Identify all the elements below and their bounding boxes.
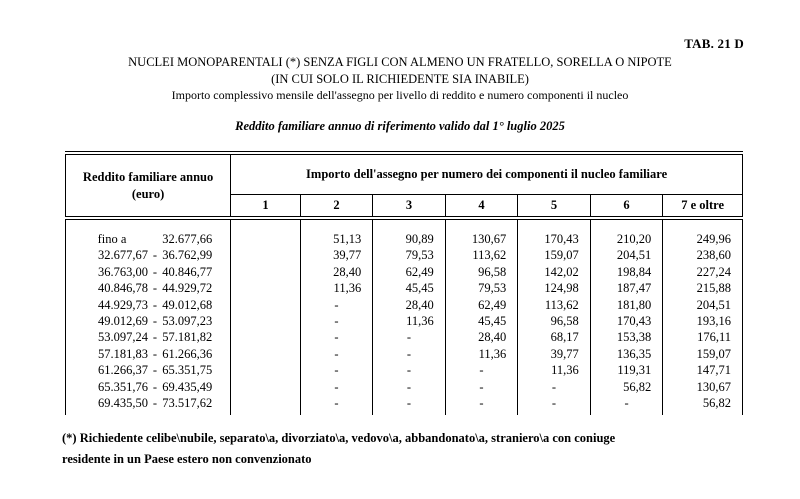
- footnote-line-2: residente in un Paese estero non convenzionato: [62, 451, 312, 466]
- table-row: [66, 218, 743, 247]
- amount-cell: 210,20: [590, 218, 663, 247]
- amount-cell: 56,82: [590, 379, 663, 395]
- range-lower-bound: 32.677,67: [98, 248, 148, 263]
- amount-cell: -: [300, 346, 373, 362]
- range-separator: -: [152, 379, 158, 394]
- component-header-7plus: 7 e oltre: [663, 194, 743, 218]
- amount-cell: 181,80: [590, 297, 663, 313]
- title-line-3: Importo complessivo mensile dell'assegno per livello di reddito e numero componenti il nucleo: [171, 88, 629, 102]
- income-range: [66, 346, 230, 362]
- range-lower-bound: 61.266,37: [98, 363, 148, 378]
- range-separator: -: [152, 297, 158, 312]
- amount-cell: -: [300, 395, 373, 415]
- amount-span-header: Importo dell'assegno per numero dei componenti il nucleo familiare: [231, 153, 743, 194]
- range-lower-bound: 44.929,73: [98, 297, 148, 312]
- component-header-3: 3: [373, 194, 446, 218]
- amount-cell: 142,02: [518, 264, 591, 280]
- allowance-table-wrap: [65, 151, 743, 415]
- component-header-1: 1: [231, 194, 301, 218]
- amount-cell: 204,51: [590, 247, 663, 263]
- income-range-cell: [66, 395, 231, 415]
- income-range: [66, 313, 230, 329]
- amount-cell: 238,60: [663, 247, 743, 263]
- amount-cell: [231, 362, 301, 378]
- amount-cell: 113,62: [445, 247, 518, 263]
- range-lower-bound: 53.097,24: [98, 330, 148, 345]
- amount-cell: -: [300, 297, 373, 313]
- income-range: [66, 297, 230, 313]
- income-range: [66, 280, 230, 296]
- income-range: [66, 264, 230, 280]
- range-upper-bound: 40.846,77: [162, 264, 213, 279]
- range-upper-bound: 57.181,82: [162, 330, 213, 345]
- income-range-cell: [66, 280, 231, 296]
- range-lower-bound: fino a: [97, 232, 127, 246]
- title-line-2: (IN CUI SOLO IL RICHIEDENTE SIA INABILE): [271, 71, 529, 86]
- footnote-line-1: (*) Richiedente celibe\nubile, separato\a, divorziato\a, vedovo\a, abbandonato\a, straniero\a con coniuge: [62, 431, 616, 445]
- income-header-line-1: Reddito familiare annuo: [82, 169, 214, 184]
- amount-cell: 28,40: [300, 264, 373, 280]
- amount-cell: 170,43: [518, 218, 591, 247]
- range-separator: -: [152, 363, 158, 378]
- income-range-cell: [66, 218, 231, 247]
- range-separator: -: [152, 264, 158, 279]
- amount-cell: -: [300, 362, 373, 378]
- amount-cell: [231, 218, 301, 247]
- table-row: [66, 247, 743, 263]
- range-upper-bound: 73.517,62: [162, 396, 213, 411]
- table-row: [66, 297, 743, 313]
- amount-cell: 187,47: [590, 280, 663, 296]
- amount-cell: 193,16: [663, 313, 743, 329]
- range-lower-bound: 40.846,78: [98, 281, 148, 296]
- amount-cell: 159,07: [663, 346, 743, 362]
- document-titles: [0, 54, 800, 104]
- amount-cell: -: [300, 329, 373, 345]
- income-range: [66, 329, 230, 345]
- range-lower-bound: 57.181,83: [98, 346, 148, 361]
- range-upper-bound: 53.097,23: [162, 314, 213, 329]
- income-range-cell: [66, 297, 231, 313]
- footnote: [62, 428, 712, 469]
- range-separator: -: [152, 330, 158, 345]
- range-separator: -: [152, 346, 158, 361]
- amount-cell: 130,67: [663, 379, 743, 395]
- amount-cell: 204,51: [663, 297, 743, 313]
- income-range-cell: [66, 247, 231, 263]
- income-range: [66, 362, 230, 378]
- income-range-cell: [66, 264, 231, 280]
- income-column-header: [66, 153, 231, 218]
- amount-cell: 159,07: [518, 247, 591, 263]
- income-range-cell: [66, 362, 231, 378]
- range-upper-bound: 36.762,99: [162, 248, 213, 263]
- amount-cell: 215,88: [663, 280, 743, 296]
- range-upper-bound: 44.929,72: [162, 281, 213, 296]
- amount-cell: [231, 395, 301, 415]
- amount-cell: 56,82: [663, 395, 743, 415]
- amount-cell: -: [518, 395, 591, 415]
- range-lower-bound: 36.763,00: [98, 264, 148, 279]
- amount-cell: 68,17: [518, 329, 591, 345]
- table-row: [66, 280, 743, 296]
- table-number-label: TAB. 21 D: [684, 36, 744, 51]
- range-upper-bound: 32.677,66: [162, 232, 213, 246]
- income-range-cell: [66, 346, 231, 362]
- amount-cell: 176,11: [663, 329, 743, 345]
- amount-cell: 39,77: [300, 247, 373, 263]
- amount-cell: 79,53: [445, 280, 518, 296]
- amount-cell: 62,49: [445, 297, 518, 313]
- table-row: [66, 379, 743, 395]
- amount-cell: 170,43: [590, 313, 663, 329]
- range-upper-bound: 65.351,75: [162, 363, 213, 378]
- amount-cell: 136,35: [590, 346, 663, 362]
- amount-cell: 113,62: [518, 297, 591, 313]
- amount-cell: [231, 264, 301, 280]
- range-lower-bound: 65.351,76: [98, 379, 148, 394]
- amount-cell: [231, 346, 301, 362]
- amount-cell: 79,53: [373, 247, 446, 263]
- amount-cell: -: [373, 379, 446, 395]
- component-header-4: 4: [445, 194, 518, 218]
- amount-cell: 124,98: [518, 280, 591, 296]
- amount-cell: 28,40: [373, 297, 446, 313]
- component-header-2: 2: [300, 194, 373, 218]
- income-range: [66, 395, 230, 411]
- income-range: [66, 247, 230, 263]
- range-separator: -: [152, 396, 158, 411]
- table-row: [66, 264, 743, 280]
- amount-cell: [231, 379, 301, 395]
- component-header-5: 5: [518, 194, 591, 218]
- table-body: [66, 218, 743, 415]
- amount-cell: [231, 297, 301, 313]
- amount-cell: 227,24: [663, 264, 743, 280]
- amount-cell: [231, 329, 301, 345]
- range-upper-bound: 61.266,36: [162, 346, 213, 361]
- amount-cell: 96,58: [518, 313, 591, 329]
- amount-cell: [231, 280, 301, 296]
- range-upper-bound: 69.435,49: [162, 379, 213, 394]
- amount-cell: 96,58: [445, 264, 518, 280]
- amount-cell: 11,36: [518, 362, 591, 378]
- amount-cell: 119,31: [590, 362, 663, 378]
- range-separator: -: [152, 281, 158, 296]
- range-lower-bound: 49.012,69: [98, 314, 148, 329]
- range-separator: [148, 231, 162, 247]
- amount-cell: 198,84: [590, 264, 663, 280]
- amount-cell: -: [373, 329, 446, 345]
- amount-cell: 45,45: [373, 280, 446, 296]
- income-range-cell: [66, 329, 231, 345]
- amount-cell: [231, 247, 301, 263]
- range-lower-bound: 69.435,50: [98, 396, 148, 411]
- income-header-line-2: (euro): [131, 186, 165, 201]
- table-row: [66, 362, 743, 378]
- title-line-1: NUCLEI MONOPARENTALI (*) SENZA FIGLI CON ALMENO UN FRATELLO, SORELLA O NIPOTE: [128, 55, 672, 69]
- amount-cell: 249,96: [663, 218, 743, 247]
- amount-cell: -: [590, 395, 663, 415]
- amount-cell: 11,36: [300, 280, 373, 296]
- amount-cell: -: [373, 395, 446, 415]
- amount-cell: -: [445, 362, 518, 378]
- amount-cell: 130,67: [445, 218, 518, 247]
- amount-cell: 45,45: [445, 313, 518, 329]
- range-separator: -: [152, 248, 158, 263]
- range-separator: -: [152, 314, 158, 329]
- income-range-cell: [66, 379, 231, 395]
- table-row: [66, 313, 743, 329]
- table-row: [66, 395, 743, 415]
- amount-cell: [231, 313, 301, 329]
- table-row: [66, 346, 743, 362]
- range-upper-bound: 49.012,68: [162, 297, 213, 312]
- amount-cell: 11,36: [373, 313, 446, 329]
- amount-cell: 90,89: [373, 218, 446, 247]
- component-header-6: 6: [590, 194, 663, 218]
- amount-cell: 51,13: [300, 218, 373, 247]
- allowance-table: [65, 151, 743, 415]
- amount-cell: -: [373, 362, 446, 378]
- table-row: [66, 329, 743, 345]
- amount-cell: 62,49: [373, 264, 446, 280]
- amount-cell: 28,40: [445, 329, 518, 345]
- amount-cell: -: [445, 379, 518, 395]
- amount-cell: -: [300, 313, 373, 329]
- income-range: [66, 379, 230, 395]
- income-range: [66, 231, 230, 247]
- table-header: [66, 153, 743, 218]
- amount-cell: -: [445, 395, 518, 415]
- amount-cell: 147,71: [663, 362, 743, 378]
- amount-cell: -: [518, 379, 591, 395]
- amount-cell: 39,77: [518, 346, 591, 362]
- amount-cell: -: [373, 346, 446, 362]
- amount-cell: 153,38: [590, 329, 663, 345]
- amount-cell: -: [300, 379, 373, 395]
- reference-period-caption: Reddito familiare annuo di riferimento valido dal 1° luglio 2025: [235, 119, 565, 133]
- amount-cell: 11,36: [445, 346, 518, 362]
- income-range-cell: [66, 313, 231, 329]
